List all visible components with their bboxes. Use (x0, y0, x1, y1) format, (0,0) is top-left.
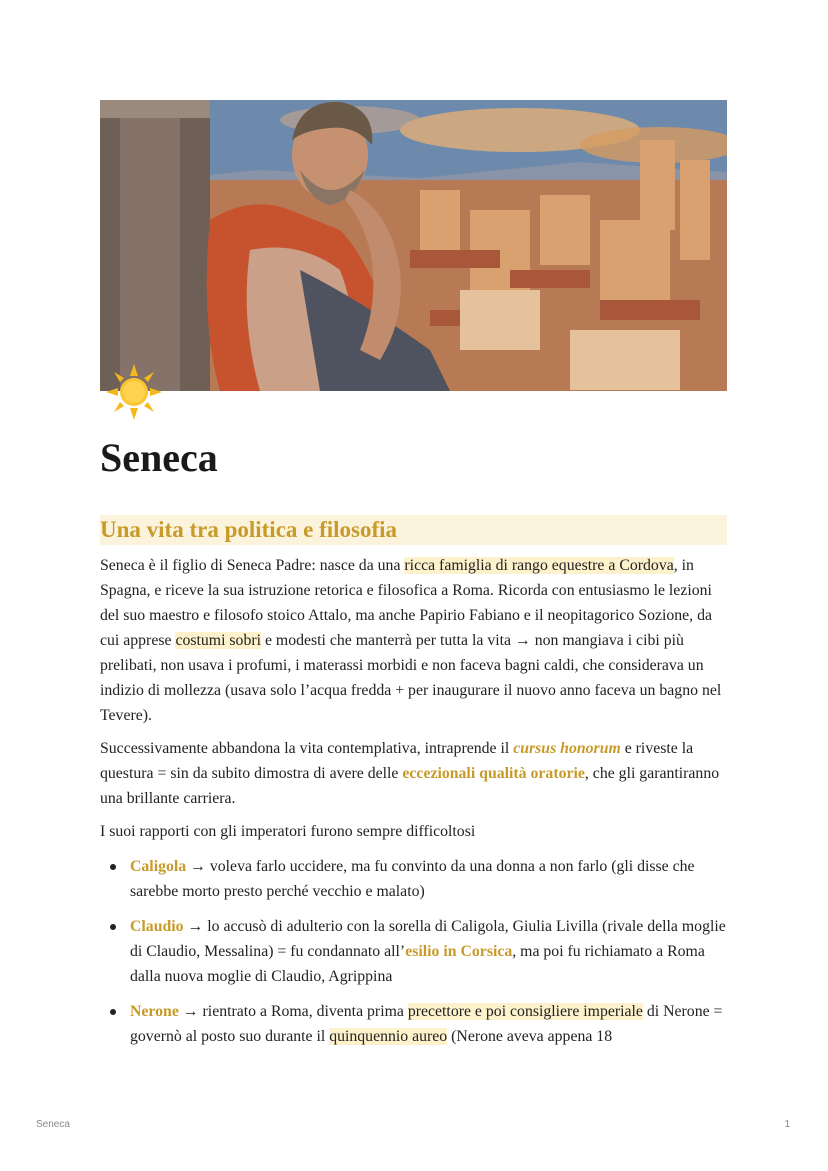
list-item (100, 854, 730, 904)
emperor-text-c: di Nerone = governò al posto suo durante il (130, 1003, 723, 1045)
emperor-text: → rientrato a Roma, diventa prima (178, 1003, 408, 1020)
emperor-text-e: (Nerone aveva appena 18 (447, 1028, 613, 1045)
emperor-text: → voleva farlo uccidere, ma fu convinto da una donna a non farlo (gli disse che sarebbe morto presto perché vecchio e malato) (130, 858, 695, 900)
precettore-highlight: precettore e poi consigliere imperiale (407, 1003, 643, 1020)
page-title: Seneca (100, 435, 218, 480)
paragraph-1 (100, 553, 730, 728)
emperor-text: → lo accusò di adulterio con la sorella di Caligola, Giulia Livilla (rivale della moglie di Claudio, Messalina) = fu condannato all’ (130, 918, 726, 960)
cover-painting (100, 100, 727, 391)
emperors-list (100, 854, 730, 1049)
p2-text-a: Successivamente abbandona la vita contemplativa, intraprende il (100, 740, 514, 757)
p2-cursus-honorum: cursus honorum (513, 740, 621, 757)
paragraph-2 (100, 736, 730, 811)
p1-highlight-costumi: costumi sobri (175, 632, 262, 649)
emperor-name: Claudio (130, 918, 184, 935)
page-number: 1 (784, 1119, 790, 1130)
section-body (100, 553, 730, 1049)
emperor-text-c: , ma poi fu richiamato a Roma dalla nuova moglie di Claudio, Agrippina (130, 943, 705, 985)
esilio-corsica: esilio in Corsica (405, 943, 513, 960)
cover-image (100, 100, 727, 391)
emperor-name: Caligola (130, 858, 187, 875)
section-heading: Una vita tra politica e filosofia (100, 515, 727, 545)
p2-text-c: e riveste la questura = sin da subito dimostra di avere delle (100, 740, 694, 782)
list-item (100, 914, 730, 989)
footer-title: Seneca (36, 1119, 70, 1130)
quinquennio-highlight: quinquennio aureo (329, 1028, 448, 1045)
p1-text-a: Seneca è il figlio di Seneca Padre: nasce da una (100, 557, 405, 574)
p2-text-e: , che gli garantiranno una brillante carriera. (100, 765, 720, 807)
p2-qualita-oratorie: eccezionali qualità oratorie (402, 765, 585, 782)
p1-text-c: , in Spagna, e riceve la sua istruzione retorica e filosofica a Roma. Ricorda con entusiasmo le lezioni del suo maestro e filosofo stoico Attalo, ma anche Papirio Fabiano e il neopitagorico Sozione, da cui apprese (100, 557, 712, 649)
list-item (100, 999, 730, 1049)
sun-icon (104, 362, 164, 422)
p1-highlight-origin: ricca famiglia di rango equestre a Cordova (404, 557, 674, 574)
paragraph-3: I suoi rapporti con gli imperatori furono sempre difficoltosi (100, 823, 476, 840)
p1-text-e: e modesti che manterrà per tutta la vita → non mangiava i cibi più prelibati, non usava i profumi, i materassi morbidi e non faceva bagni caldi, che considerava un indizio di mollezza (usava solo l’acqua fredda + per inaugurare il nuovo anno faceva un bagno nel Tevere). (100, 632, 722, 724)
emperor-name: Nerone (130, 1003, 179, 1020)
